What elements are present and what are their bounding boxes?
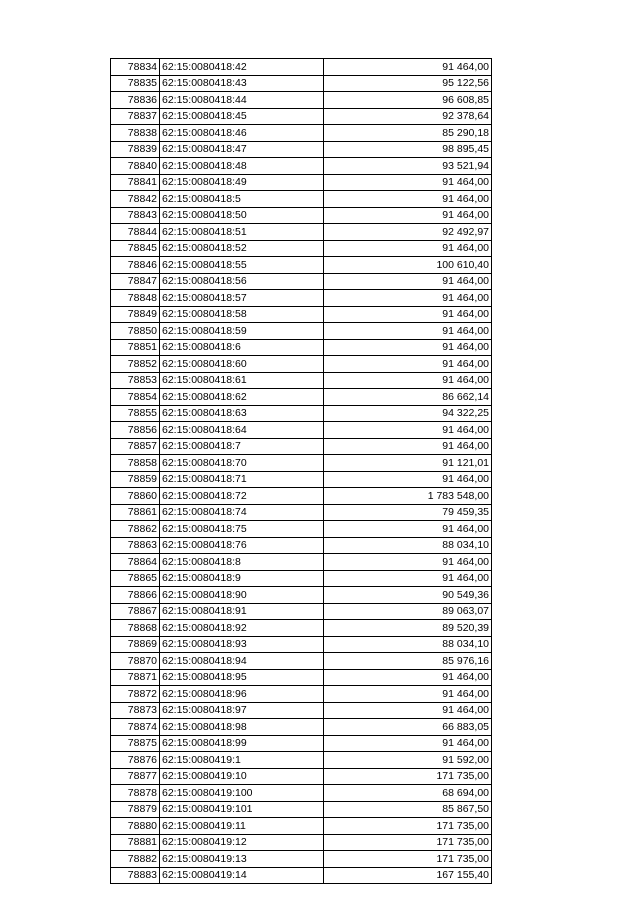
row-number-cell: 78879: [111, 801, 160, 818]
cadastral-value-cell: 91 464,00: [324, 59, 492, 76]
cadastral-value-cell: 91 464,00: [324, 735, 492, 752]
cadastral-number-cell: 62:15:0080419:12: [160, 834, 324, 851]
row-number-cell: 78853: [111, 372, 160, 389]
row-number-cell: 78877: [111, 768, 160, 785]
cadastral-number-cell: 62:15:0080419:13: [160, 851, 324, 868]
cadastral-number-cell: 62:15:0080418:59: [160, 323, 324, 340]
table-row: [111, 240, 492, 257]
row-number-cell: 78852: [111, 356, 160, 373]
cadastral-value-cell: 89 063,07: [324, 603, 492, 620]
cadastral-value-cell: 91 464,00: [324, 554, 492, 571]
row-number-cell: 78854: [111, 389, 160, 406]
cadastral-number-cell: 62:15:0080418:48: [160, 158, 324, 175]
cadastral-number-cell: 62:15:0080419:10: [160, 768, 324, 785]
row-number-cell: 78876: [111, 752, 160, 769]
table-row: [111, 834, 492, 851]
cadastral-value-cell: 91 464,00: [324, 702, 492, 719]
cadastral-number-cell: 62:15:0080418:50: [160, 207, 324, 224]
cadastral-number-cell: 62:15:0080419:101: [160, 801, 324, 818]
cadastral-value-cell: 91 464,00: [324, 570, 492, 587]
cadastral-number-cell: 62:15:0080418:62: [160, 389, 324, 406]
cadastral-number-cell: 62:15:0080418:96: [160, 686, 324, 703]
table-row: [111, 389, 492, 406]
table-row: [111, 587, 492, 604]
table-row: [111, 422, 492, 439]
cadastral-number-cell: 62:15:0080418:71: [160, 471, 324, 488]
table-row: [111, 455, 492, 472]
row-number-cell: 78851: [111, 339, 160, 356]
cadastral-number-cell: 62:15:0080418:47: [160, 141, 324, 158]
cadastral-value-cell: 171 735,00: [324, 818, 492, 835]
row-number-cell: 78883: [111, 867, 160, 884]
cadastral-number-cell: 62:15:0080418:91: [160, 603, 324, 620]
row-number-cell: 78846: [111, 257, 160, 274]
cadastral-value-cell: 91 464,00: [324, 207, 492, 224]
table-row: [111, 108, 492, 125]
row-number-cell: 78867: [111, 603, 160, 620]
row-number-cell: 78872: [111, 686, 160, 703]
cadastral-number-cell: 62:15:0080418:49: [160, 174, 324, 191]
table-row: [111, 92, 492, 109]
cadastral-value-cell: 90 549,36: [324, 587, 492, 604]
row-number-cell: 78880: [111, 818, 160, 835]
row-number-cell: 78869: [111, 636, 160, 653]
table-row: [111, 174, 492, 191]
row-number-cell: 78836: [111, 92, 160, 109]
table-row: [111, 125, 492, 142]
cadastral-value-cell: 68 694,00: [324, 785, 492, 802]
row-number-cell: 78871: [111, 669, 160, 686]
row-number-cell: 78857: [111, 438, 160, 455]
cadastral-value-cell: 100 610,40: [324, 257, 492, 274]
table-row: [111, 75, 492, 92]
cadastral-number-cell: 62:15:0080418:95: [160, 669, 324, 686]
table-row: [111, 504, 492, 521]
cadastral-value-cell: 89 520,39: [324, 620, 492, 637]
cadastral-number-cell: 62:15:0080418:5: [160, 191, 324, 208]
cadastral-number-cell: 62:15:0080418:9: [160, 570, 324, 587]
cadastral-value-cell: 91 121,01: [324, 455, 492, 472]
row-number-cell: 78874: [111, 719, 160, 736]
table-row: [111, 323, 492, 340]
cadastral-number-cell: 62:15:0080418:94: [160, 653, 324, 670]
cadastral-number-cell: 62:15:0080418:56: [160, 273, 324, 290]
cadastral-value-cell: 91 464,00: [324, 438, 492, 455]
row-number-cell: 78870: [111, 653, 160, 670]
row-number-cell: 78834: [111, 59, 160, 76]
table-row: [111, 735, 492, 752]
row-number-cell: 78840: [111, 158, 160, 175]
table-row: [111, 537, 492, 554]
cadastral-value-cell: 91 464,00: [324, 686, 492, 703]
cadastral-value-cell: 171 735,00: [324, 851, 492, 868]
cadastral-value-cell: 91 464,00: [324, 174, 492, 191]
table-row: [111, 719, 492, 736]
cadastral-value-cell: 167 155,40: [324, 867, 492, 884]
table-row: [111, 372, 492, 389]
cadastral-value-cell: 79 459,35: [324, 504, 492, 521]
table-row: [111, 867, 492, 884]
row-number-cell: 78882: [111, 851, 160, 868]
row-number-cell: 78835: [111, 75, 160, 92]
table-row: [111, 603, 492, 620]
cadastral-number-cell: 62:15:0080418:93: [160, 636, 324, 653]
table-row: [111, 785, 492, 802]
cadastral-number-cell: 62:15:0080418:52: [160, 240, 324, 257]
cadastral-value-cell: 91 464,00: [324, 372, 492, 389]
cadastral-value-cell: 91 464,00: [324, 471, 492, 488]
row-number-cell: 78858: [111, 455, 160, 472]
row-number-cell: 78878: [111, 785, 160, 802]
row-number-cell: 78842: [111, 191, 160, 208]
cadastral-number-cell: 62:15:0080418:61: [160, 372, 324, 389]
table-row: [111, 339, 492, 356]
row-number-cell: 78873: [111, 702, 160, 719]
cadastral-number-cell: 62:15:0080418:72: [160, 488, 324, 505]
cadastral-number-cell: 62:15:0080418:46: [160, 125, 324, 142]
cadastral-number-cell: 62:15:0080418:90: [160, 587, 324, 604]
row-number-cell: 78861: [111, 504, 160, 521]
cadastral-value-cell: 88 034,10: [324, 636, 492, 653]
row-number-cell: 78881: [111, 834, 160, 851]
cadastral-value-table: [110, 58, 492, 884]
table-row: [111, 438, 492, 455]
cadastral-value-cell: 66 883,05: [324, 719, 492, 736]
cadastral-number-cell: 62:15:0080418:55: [160, 257, 324, 274]
cadastral-number-cell: 62:15:0080418:57: [160, 290, 324, 307]
cadastral-value-cell: 85 290,18: [324, 125, 492, 142]
row-number-cell: 78856: [111, 422, 160, 439]
row-number-cell: 78839: [111, 141, 160, 158]
cadastral-number-cell: 62:15:0080419:14: [160, 867, 324, 884]
row-number-cell: 78841: [111, 174, 160, 191]
cadastral-value-cell: 91 464,00: [324, 669, 492, 686]
row-number-cell: 78862: [111, 521, 160, 538]
table-row: [111, 801, 492, 818]
row-number-cell: 78868: [111, 620, 160, 637]
table-row: [111, 521, 492, 538]
table-row: [111, 207, 492, 224]
cadastral-number-cell: 62:15:0080418:75: [160, 521, 324, 538]
cadastral-number-cell: 62:15:0080418:51: [160, 224, 324, 241]
table-row: [111, 141, 492, 158]
cadastral-value-cell: 1 783 548,00: [324, 488, 492, 505]
cadastral-value-cell: 91 464,00: [324, 290, 492, 307]
row-number-cell: 78844: [111, 224, 160, 241]
cadastral-value-cell: 91 464,00: [324, 323, 492, 340]
table-row: [111, 405, 492, 422]
cadastral-value-cell: 91 464,00: [324, 191, 492, 208]
table-row: [111, 636, 492, 653]
row-number-cell: 78847: [111, 273, 160, 290]
cadastral-value-cell: 92 378,64: [324, 108, 492, 125]
row-number-cell: 78845: [111, 240, 160, 257]
table-row: [111, 669, 492, 686]
cadastral-value-cell: 94 322,25: [324, 405, 492, 422]
table-row: [111, 59, 492, 76]
cadastral-value-cell: 96 608,85: [324, 92, 492, 109]
row-number-cell: 78849: [111, 306, 160, 323]
row-number-cell: 78859: [111, 471, 160, 488]
cadastral-value-cell: 93 521,94: [324, 158, 492, 175]
cadastral-number-cell: 62:15:0080418:76: [160, 537, 324, 554]
cadastral-value-cell: 85 976,16: [324, 653, 492, 670]
cadastral-value-cell: 91 464,00: [324, 273, 492, 290]
cadastral-value-cell: 91 464,00: [324, 521, 492, 538]
cadastral-value-cell: 86 662,14: [324, 389, 492, 406]
row-number-cell: 78863: [111, 537, 160, 554]
row-number-cell: 78848: [111, 290, 160, 307]
table-row: [111, 191, 492, 208]
table-row: [111, 851, 492, 868]
row-number-cell: 78866: [111, 587, 160, 604]
cadastral-number-cell: 62:15:0080418:97: [160, 702, 324, 719]
table-row: [111, 818, 492, 835]
table-row: [111, 356, 492, 373]
cadastral-number-cell: 62:15:0080418:99: [160, 735, 324, 752]
table-row: [111, 768, 492, 785]
cadastral-number-cell: 62:15:0080418:44: [160, 92, 324, 109]
table-row: [111, 653, 492, 670]
table-row: [111, 620, 492, 637]
cadastral-number-cell: 62:15:0080418:7: [160, 438, 324, 455]
cadastral-value-cell: 92 492,97: [324, 224, 492, 241]
row-number-cell: 78837: [111, 108, 160, 125]
row-number-cell: 78875: [111, 735, 160, 752]
cadastral-value-cell: 171 735,00: [324, 768, 492, 785]
table-body: [111, 59, 492, 884]
cadastral-value-cell: 91 464,00: [324, 356, 492, 373]
table-row: [111, 554, 492, 571]
table-row: [111, 752, 492, 769]
cadastral-number-cell: 62:15:0080418:60: [160, 356, 324, 373]
table-row: [111, 570, 492, 587]
table-row: [111, 306, 492, 323]
table-row: [111, 702, 492, 719]
cadastral-value-cell: 85 867,50: [324, 801, 492, 818]
cadastral-number-cell: 62:15:0080418:63: [160, 405, 324, 422]
table-row: [111, 471, 492, 488]
cadastral-number-cell: 62:15:0080418:98: [160, 719, 324, 736]
cadastral-value-cell: 91 464,00: [324, 422, 492, 439]
cadastral-number-cell: 62:15:0080419:100: [160, 785, 324, 802]
table-row: [111, 273, 492, 290]
cadastral-value-cell: 91 464,00: [324, 306, 492, 323]
row-number-cell: 78855: [111, 405, 160, 422]
table-row: [111, 158, 492, 175]
cadastral-value-cell: 95 122,56: [324, 75, 492, 92]
table-row: [111, 290, 492, 307]
cadastral-number-cell: 62:15:0080419:11: [160, 818, 324, 835]
cadastral-number-cell: 62:15:0080418:58: [160, 306, 324, 323]
row-number-cell: 78850: [111, 323, 160, 340]
cadastral-number-cell: 62:15:0080418:43: [160, 75, 324, 92]
table-row: [111, 488, 492, 505]
cadastral-number-cell: 62:15:0080418:8: [160, 554, 324, 571]
cadastral-number-cell: 62:15:0080418:70: [160, 455, 324, 472]
cadastral-number-cell: 62:15:0080418:92: [160, 620, 324, 637]
row-number-cell: 78843: [111, 207, 160, 224]
cadastral-number-cell: 62:15:0080418:74: [160, 504, 324, 521]
cadastral-value-cell: 91 464,00: [324, 339, 492, 356]
row-number-cell: 78860: [111, 488, 160, 505]
cadastral-number-cell: 62:15:0080418:45: [160, 108, 324, 125]
cadastral-value-cell: 91 592,00: [324, 752, 492, 769]
row-number-cell: 78864: [111, 554, 160, 571]
cadastral-number-cell: 62:15:0080418:64: [160, 422, 324, 439]
cadastral-value-cell: 98 895,45: [324, 141, 492, 158]
table-row: [111, 257, 492, 274]
cadastral-number-cell: 62:15:0080419:1: [160, 752, 324, 769]
cadastral-number-cell: 62:15:0080418:42: [160, 59, 324, 76]
cadastral-value-cell: 91 464,00: [324, 240, 492, 257]
cadastral-number-cell: 62:15:0080418:6: [160, 339, 324, 356]
document-page: [110, 58, 491, 884]
table-row: [111, 686, 492, 703]
row-number-cell: 78865: [111, 570, 160, 587]
cadastral-value-cell: 171 735,00: [324, 834, 492, 851]
row-number-cell: 78838: [111, 125, 160, 142]
table-row: [111, 224, 492, 241]
cadastral-value-cell: 88 034,10: [324, 537, 492, 554]
